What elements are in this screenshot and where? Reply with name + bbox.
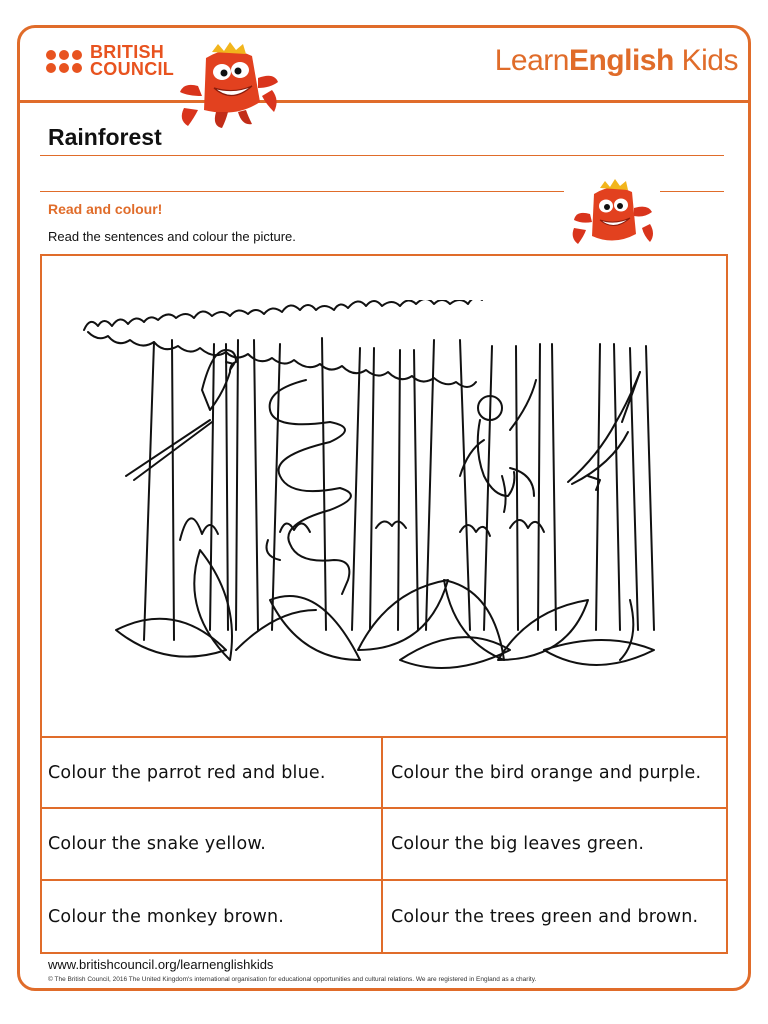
british-council-dots-icon: [46, 50, 82, 73]
canopy-icon: [84, 300, 482, 387]
british-council-logo: [46, 44, 174, 78]
section-divider: [40, 191, 564, 192]
title-divider: [40, 155, 724, 156]
instruction-text: Read the sentences and colour the picture.: [48, 229, 296, 244]
learnenglish-kids-logo: LearnEnglish Kids: [494, 44, 738, 77]
british-council-wordmark: BRITISH COUNCIL: [90, 42, 175, 79]
monkey-icon: [460, 380, 536, 512]
sentence-cell: Colour the snake yellow.: [40, 807, 383, 879]
rainforest-drawing: [40, 300, 728, 680]
leaf-icon: [116, 550, 654, 668]
sentence-cell: Colour the bird orange and purple.: [383, 736, 728, 807]
bird-icon: [568, 372, 640, 490]
tree-icon: [144, 338, 654, 640]
sentence-cell: Colour the parrot red and blue.: [40, 736, 383, 807]
snake-icon: [267, 380, 351, 594]
page-title: Rainforest: [48, 124, 162, 150]
header-divider: [20, 100, 748, 103]
bush-icon: [180, 518, 544, 540]
footer-copyright: © The British Council, 2016 The United Kingdom's international organisation for educational opportunities and cultural relations. We are registered in England as a charity.: [48, 976, 537, 983]
sentence-cell: Colour the big leaves green.: [383, 807, 728, 879]
sentence-table: [40, 736, 728, 952]
monster-mascot-icon: [176, 38, 280, 130]
section-heading: Read and colour!: [48, 201, 163, 217]
small-monster-icon: [570, 178, 656, 250]
sentence-cell: Colour the trees green and brown.: [383, 879, 728, 952]
sentence-cell: Colour the monkey brown.: [40, 879, 383, 952]
section-divider-right: [660, 191, 724, 192]
parrot-icon: [126, 350, 236, 480]
footer-url: www.britishcouncil.org/learnenglishkids: [48, 957, 274, 972]
